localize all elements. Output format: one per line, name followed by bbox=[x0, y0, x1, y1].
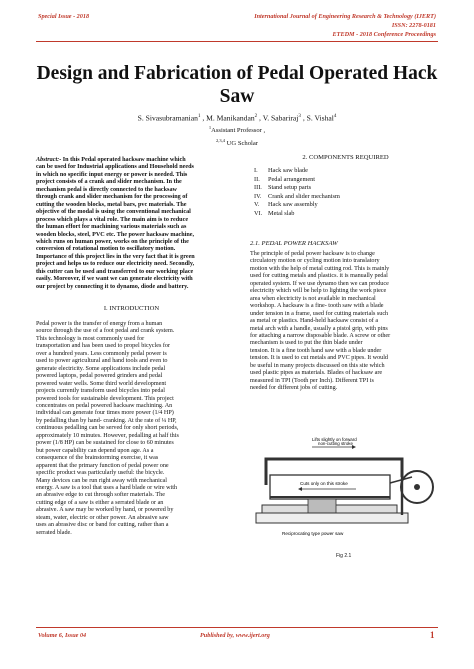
base bbox=[256, 513, 408, 523]
footer-volume: Volume 6, Issue 04 bbox=[38, 632, 87, 639]
author-2-sup: 2 bbox=[254, 114, 258, 119]
header-issn: ISSN: 2278-0181 bbox=[391, 22, 436, 29]
introduction-body bbox=[36, 321, 227, 537]
author-names bbox=[30, 112, 444, 123]
abstract-line: objective of the modal is using the conventional mechanical bbox=[36, 209, 191, 216]
component-item: V. Hack saw assembly bbox=[254, 201, 318, 209]
component-item: II. Pedal arrangement bbox=[254, 175, 316, 183]
page-number: 1 bbox=[430, 630, 435, 640]
author-block bbox=[30, 112, 444, 148]
abstract-line: cutting the wooden blocks, metal bars, pvc materials. The bbox=[36, 201, 187, 208]
intro-line: but power capability can depend upon age. As a bbox=[36, 447, 154, 454]
abstract bbox=[36, 157, 227, 291]
intro-line: projects currently transform used bicycles into pedal bbox=[36, 388, 165, 395]
abstract-line: Importance of this project lies in the very fact that it is green bbox=[36, 253, 195, 260]
intro-line: specific product was particularly useful: the bicycle. bbox=[36, 470, 165, 477]
component-item: I. Hack saw blade bbox=[254, 167, 308, 174]
header-left: Special Issue - 2018 bbox=[38, 13, 90, 20]
abstract-line: this cutter can be used and transferred to our working place bbox=[36, 268, 194, 275]
intro-line: Pedal power is the transfer of energy from a human bbox=[36, 321, 163, 327]
pedal-line: The principle of pedal power hacksaw is to change bbox=[250, 251, 375, 257]
label-noncutting: non-cutting stroke bbox=[318, 441, 353, 446]
abstract-line: which runs on human power, works on the principle of the bbox=[36, 238, 189, 245]
intro-line: energy. A saw is a tool that uses a hard blade or wire with bbox=[36, 484, 178, 491]
abstract-line: Abstract:- In this Pedal operated hacksaw machine which bbox=[36, 157, 186, 163]
pedal-line: tension. It is a fine tooth hand saw with a blade under bbox=[250, 347, 382, 354]
pedal-line: be useful in many projects discussed on this site which bbox=[250, 362, 385, 369]
intro-line: uses an abrasive disc or band for cutting, rather than a bbox=[36, 522, 169, 529]
footer-divider bbox=[36, 627, 438, 628]
pedal-line: for attaching a narrow disposable blade. A screw or other bbox=[250, 332, 391, 339]
intro-line: consequence of the brainstorming exercise, it was bbox=[36, 455, 159, 462]
abstract-line: mechanism pedal is directly connected to the hacksaw bbox=[36, 186, 177, 193]
aff-2-sup: 2,3,4 bbox=[216, 137, 226, 143]
intro-line: transportation and has been used to propel bicycles for bbox=[36, 343, 171, 350]
author-4-sup: 4 bbox=[333, 114, 337, 119]
abstract-line: project consists of a crank and slider mechanism. In the bbox=[36, 179, 182, 186]
components-heading: 2. COMPONENTS REQUIRED bbox=[302, 154, 389, 161]
pedal-line: mechanism is used to put the thin blade under bbox=[250, 340, 363, 347]
pedal-line: motion with the help of metal cutting rod. This is mainly bbox=[250, 265, 390, 272]
workpiece bbox=[308, 499, 336, 513]
intro-line: over a hundred years. Less commonly pedal power is bbox=[36, 350, 167, 357]
pedal-line: circulatory motion or cycling motion into translatory bbox=[250, 258, 380, 265]
intro-line: concentrates on pedal powered hacksaw machining. An bbox=[36, 402, 173, 409]
abstract-line: project and helps us to reduce our electricity need. Secondly, bbox=[36, 261, 195, 268]
component-item: III. Stand setup parts bbox=[254, 184, 312, 192]
author-1-sup: 1 bbox=[197, 114, 201, 119]
label-saw-type: Reciprocating type power saw bbox=[282, 531, 344, 536]
intro-line: used to power agricultural and hand tools and even to bbox=[36, 358, 168, 365]
author-3-sup: 3 bbox=[298, 114, 301, 119]
abstract-line: easily. Moreover, if we want we can generate electricity with bbox=[36, 276, 193, 283]
pedal-section-body bbox=[250, 251, 441, 393]
saw-body bbox=[270, 475, 390, 499]
pedal-line: area when electricity is not available in mechanical bbox=[250, 295, 376, 302]
pedal-line: measured in TPI (Tooth per Inch). Different TPI is bbox=[250, 377, 374, 384]
intro-line: cutting edge of a saw is either a serrated blade or an bbox=[36, 499, 164, 506]
abstract-line: our project by connecting it to dynamo, diode and battery. bbox=[36, 283, 189, 290]
abstract-line: the human effort for machining various materials such as bbox=[36, 224, 187, 231]
pedal-line: tension. It is used to cut metals and PVC pipes. It would bbox=[250, 355, 388, 362]
label-cut-stroke: Cuts only on this stroke bbox=[300, 481, 348, 486]
intro-line: source through the use of a foot pedal and crank system. bbox=[36, 328, 175, 335]
abstract-line: can be used for Industrial applications and Household needs bbox=[36, 164, 194, 171]
intro-line: This technology is most commonly used for bbox=[36, 335, 145, 342]
intro-line: continuous pedalling can be served for only short periods, bbox=[36, 425, 179, 432]
pedal-section-heading: 2.1. PEDAL POWER HACKSAW bbox=[250, 240, 338, 247]
pedal-line: workshop. A hacksaw is a fine- tooth saw with a blade bbox=[250, 303, 384, 310]
intro-line: serrated blade. bbox=[36, 529, 72, 536]
cut-arrowhead bbox=[298, 487, 302, 491]
intro-line: approximately 10 minutes. However, pedalling at half this bbox=[36, 432, 179, 439]
figure-hacksaw bbox=[252, 435, 438, 569]
abstract-line: in which no specific input energy or power is needed. This bbox=[36, 171, 188, 178]
intro-line: apparent that the primary function of pedal power one bbox=[36, 462, 169, 469]
affiliation-2 bbox=[30, 136, 444, 149]
pedal-line: under tension in a frame, used for cutting materials such bbox=[250, 310, 389, 317]
abstract-line: conversion of rotational motion to oscillatory motion. bbox=[36, 246, 176, 253]
intro-line: individual can generate four times more power (1/4 HP) bbox=[36, 410, 174, 417]
pedal-line: used for cutting metals and plastics. it is manually pedal bbox=[250, 273, 388, 280]
pedal-line: needed for different jobs of cutting. bbox=[250, 385, 338, 392]
header-divider bbox=[36, 41, 438, 42]
title-line-1: Design and Fabrication of Pedal Operated Hack bbox=[36, 63, 438, 84]
intro-heading: I. INTRODUCTION bbox=[103, 305, 160, 312]
components-list bbox=[254, 167, 440, 219]
abstract-lines bbox=[36, 157, 227, 291]
component-item: VI. Metal slab bbox=[254, 209, 295, 217]
intro-line: abrasive. A saw may be worked by hand, or powered by bbox=[36, 507, 174, 514]
intro-line: Many devices can be run right away with mechanical bbox=[36, 477, 167, 484]
footer-publisher: Published by, www.ijert.org bbox=[200, 632, 270, 639]
intro-line: an abrasive edge to cut through softer materials. The bbox=[36, 492, 165, 499]
pedal-line: metal arch with a handle, usually a pistol grip, with pins bbox=[250, 325, 388, 332]
author-2: , M. Manikandan bbox=[200, 113, 255, 123]
intro-line: steam, water, electric or other power. An abrasive saw bbox=[36, 514, 169, 521]
intro-line: powered water wells. Some third world development bbox=[36, 380, 167, 387]
intro-line: generate electricity. Some applications include pedal bbox=[36, 365, 166, 372]
abstract-label: Abstract:- bbox=[36, 157, 62, 163]
author-3: , V. Sabariraj bbox=[257, 113, 299, 123]
crank-hub bbox=[414, 484, 420, 490]
component-item: IV. Crank and slider mechanism bbox=[254, 192, 340, 200]
aff-1-text: Assistant Professor , bbox=[211, 127, 266, 135]
header-journal: International Journal of Engineering Research & Technology (IJERT) bbox=[254, 13, 436, 20]
abstract-line: wooden blocks, steel, PVC etc. The power hacksaw machine, bbox=[36, 231, 195, 238]
author-4: , S. Vishal bbox=[300, 113, 334, 123]
title-line-2: Saw bbox=[219, 86, 255, 107]
affiliation-1 bbox=[30, 123, 444, 136]
abstract-line: process which plays a vital role. The main aim is to reduce bbox=[36, 216, 189, 223]
author-1: S. Sivasubramanian bbox=[137, 113, 198, 123]
pedal-line: electricity which will be help to lighting the work piece bbox=[250, 288, 387, 295]
intro-line: powered tools for sustainable development. This project bbox=[36, 395, 174, 402]
label-lift: Lifts slightly on forward bbox=[312, 437, 357, 442]
paper-title bbox=[30, 62, 444, 108]
header-conference: ETEDM - 2018 Conference Proceedings bbox=[332, 31, 436, 38]
hacksaw-diagram bbox=[252, 435, 438, 569]
aff-2-text: UG Scholar bbox=[225, 139, 258, 147]
intro-line: power (1/8 HP) can be sustained for close to 60 minutes bbox=[36, 440, 174, 447]
abstract-line: through crank and slider mechanism for the processing of bbox=[36, 194, 188, 201]
figure-caption: Fig 2.1 bbox=[336, 553, 352, 559]
intro-line: powered laptops, pedal powered grinders and pedal bbox=[36, 373, 163, 380]
pedal-line: operated system. If we use dynamo then we can produce bbox=[250, 280, 389, 287]
pedal-line: as metal or plastics. Hand-held hacksaw consist of a bbox=[250, 318, 379, 325]
pedal-line: used plastic pipes as materials. Blades of hacksaw are bbox=[250, 370, 383, 377]
aff-1-sup: 1 bbox=[208, 125, 212, 131]
intro-line: by pedalling than by hand- cranking. At the rate of ¼ HP, bbox=[36, 417, 177, 424]
